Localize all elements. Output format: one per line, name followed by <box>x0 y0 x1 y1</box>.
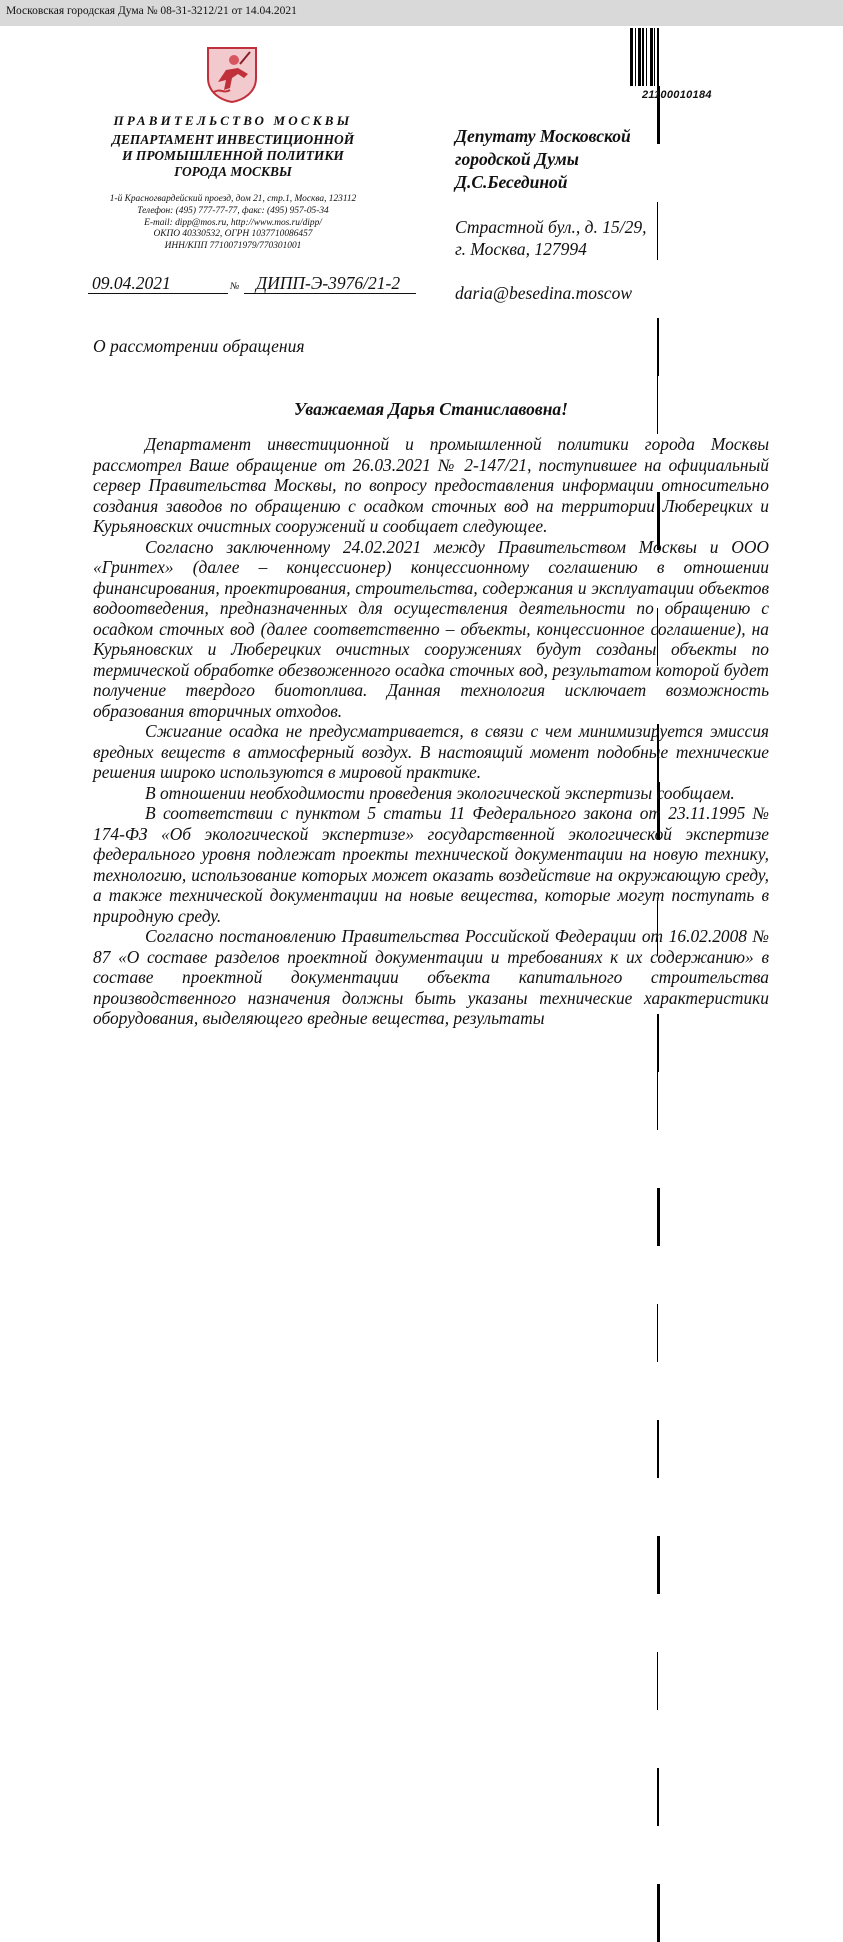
department-line: ДЕПАРТАМЕНТ ИНВЕСТИЦИОННОЙ <box>111 132 355 147</box>
department-line: И ПРОМЫШЛЕННОЙ ПОЛИТИКИ <box>122 148 344 163</box>
letter-subject: О рассмотрении обращения <box>93 336 305 356</box>
body-paragraph: Согласно постановлению Правительства Российской Федерации от 16.02.2008 № 87 «О составе разделов проектной документации и требованиях к их содержанию» в составе проектной документации объекта капитального строительства производственного назначения должны быть указаны технические характеристики оборудования, выделяющего вредные вещества, результаты <box>93 926 769 1028</box>
body-paragraph: В отношении необходимости проведения экологической экспертизы сообщаем. <box>145 782 735 803</box>
date-underline <box>88 293 228 294</box>
letter-date: 09.04.2021 <box>92 273 171 293</box>
greeting: Уважаемая Дарья Станиславовна! <box>294 399 568 419</box>
registration-header-bar <box>0 0 843 26</box>
contact-line: ОКПО 40330532, ОГРН 1037710086457 <box>153 229 313 240</box>
barcode-number: 21100010184 <box>642 89 712 101</box>
body-paragraph: Сжигание осадка не предусматривается, в связи с чем минимизируется эмиссия вредных веществ в атмосферный воздух. В настоящий момент подобные технические решения широко используются в мировой практике. <box>93 721 769 782</box>
recipient-line: Депутату Московской <box>455 126 631 146</box>
recipient-name <box>455 125 631 194</box>
letter-body <box>93 434 769 1029</box>
moscow-coat-of-arms-icon <box>204 44 260 104</box>
body-paragraph: В соответствии с пунктом 5 статьи 11 Федерального закона от 23.11.1995 № 174-ФЗ «Об экологической экспертизе» государственной экологической экспертизе федерального уровня подлежат проекты технической документации на новую технику, технологию, использование которых может оказать воздействие на окружающую среду, а также технической документации на новые вещества, которые могут поступать в природную среду. <box>93 803 769 926</box>
department-line: ГОРОДА МОСКВЫ <box>174 164 292 179</box>
address-line: г. Москва, 127994 <box>455 239 587 259</box>
number-symbol: № <box>230 281 240 292</box>
government-title: ПРАВИТЕЛЬСТВО МОСКВЫ <box>113 113 353 128</box>
recipient-line: городской Думы <box>455 149 579 169</box>
recipient-line: Д.С.Бесединой <box>455 172 568 192</box>
contact-line: Телефон: (495) 777-77-77, факс: (495) 957-05-34 <box>137 205 329 216</box>
body-paragraph: Согласно заключенному 24.02.2021 между Правительством Москвы и ООО «Гринтех» (далее – концессионер) концессионному соглашению в отношении финансирования, проектирования, строительства, содержания и эксплуатации объектов водоотведения, предназначенных для осуществления деятельности по обращению с осадком сточных вод (далее соответственно – объекты, концессионное соглашение), на Курьяновских и Люберецких очистных сооружениях будут созданы объекты по термической обработке обезвоженного осадка сточных вод, результатом которой будет получение твердого биотоплива. Данная технология исключает возможность образования вторичных отходов. <box>93 536 769 721</box>
recipient-email: daria@besedina.moscow <box>455 283 632 303</box>
address-line: Страстной бул., д. 15/29, <box>455 217 647 237</box>
contact-line: ИНН/КПП 7710071979/770301001 <box>164 241 302 252</box>
registration-stamp-text: Московская городская Дума № 08-31-3212/21 от 14.04.2021 <box>6 5 297 17</box>
contact-line: E-mail: dipp@mos.ru, http://www.mos.ru/dipp/ <box>144 217 322 228</box>
recipient-address <box>455 216 646 260</box>
number-underline <box>244 293 416 294</box>
contact-line: 1-й Красногвардейский проезд, дом 21, стр.1, Москва, 123112 <box>109 194 357 204</box>
barcode-icon <box>630 28 760 86</box>
department-name <box>88 132 378 180</box>
body-paragraph: Департамент инвестиционной и промышленной политики города Москвы рассмотрел Ваше обращение от 26.03.2021 № 2-147/21, поступившее на официальный сервер Правительства Москвы, по вопросу предоставления информации относительно создания заводов по обращению с осадком сточных вод на территории Люберецких и Курьяновских очистных сооружений и сообщает следующее. <box>93 434 769 536</box>
letter-number: ДИПП-Э-3976/21-2 <box>256 273 401 293</box>
sender-contacts <box>88 194 378 253</box>
